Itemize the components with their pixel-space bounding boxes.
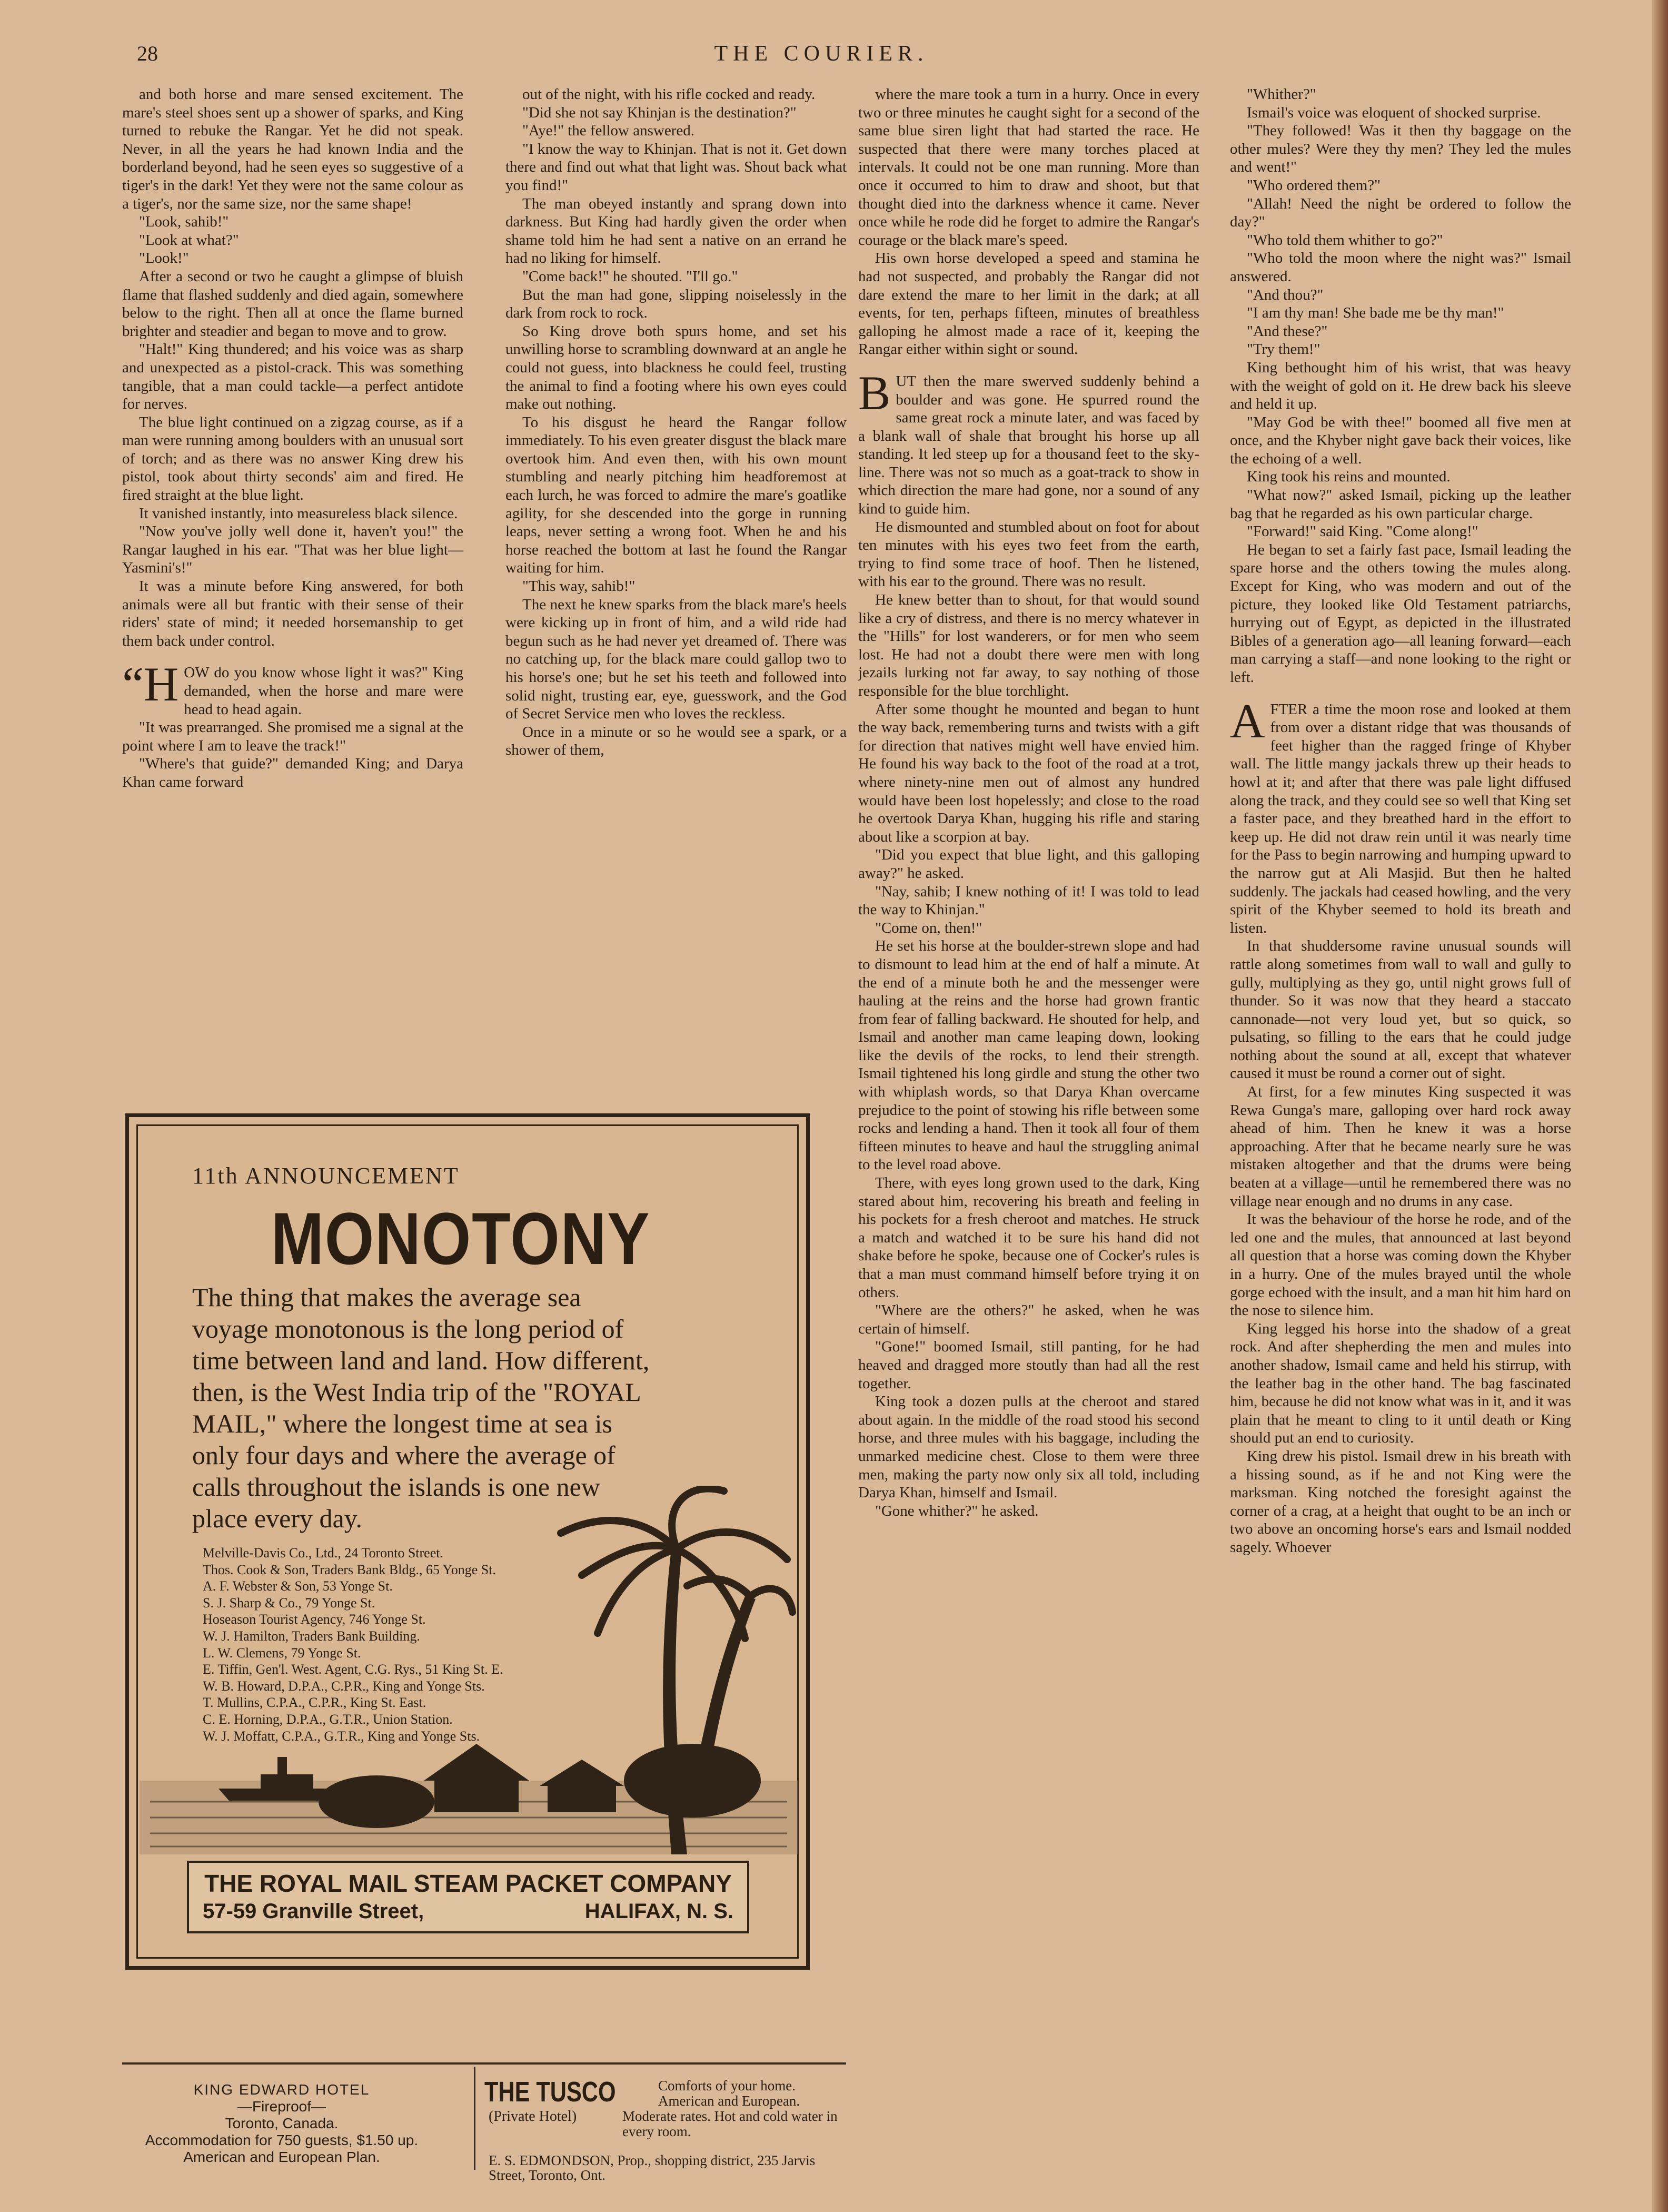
- column-1: [122, 85, 463, 1083]
- paragraph: "Look!": [139, 250, 189, 267]
- page-header: [137, 41, 1506, 73]
- paragraph: and both horse and mare sensed excitement. The mare's steel shoes sent up a shower of sparks, and King turned to rebuke the Rangar. Yet he did not speak. Never, in all the years he had known India and the borderland beyond, had he seen eyes so suggestive of a tiger's in the dark! Yet they were not the same colour as a tiger's, nor the same size, nor the same shape!: [122, 86, 463, 212]
- paragraph: "This way, sahib!": [522, 578, 636, 595]
- paragraph: It was a minute before King answered, for both animals were all but frantic with their sense of their riders' state of mind; it needed horsemanship to get them back under control.: [122, 578, 463, 649]
- ad-agent-line: W. J. Moffatt, C.P.A., G.T.R., King and Yonge Sts.: [203, 1728, 480, 1744]
- paragraph: Once in a minute or so he would see a spark, or a shower of them,: [505, 723, 847, 759]
- paragraph: The next he knew sparks from the black mare's heels were kicking up in front of him, and a wild ride had begun such as he had never yet dreamed of. There was no catching up, for the black mare could gallop two to his horse's one; but he set his teeth and followed into solid night, trusting ear, eye, guesswork, and the God of Secret Service men who loves the reckless.: [505, 596, 847, 723]
- paragraph: out of the night, with his rifle cocked and ready.: [522, 86, 816, 103]
- dropcap-paragraph: [1230, 694, 1571, 937]
- ad-agents-list: [203, 1545, 656, 1744]
- dropcap-paragraph: [122, 657, 463, 718]
- paragraph: "Who told the moon where the night was?" Ismail answered.: [1230, 250, 1571, 285]
- ad-body: The thing that makes the average sea voyage monotonous is the long period of time between land and land. How different, then, is the West India trip of the "ROYAL MAIL," where the longest time at sea is only four days and where the average of calls throughout the islands is one new place every day.: [192, 1282, 650, 1533]
- paragraph: "They followed! Was it then thy baggage on the other mules? Were they thy men? They led the mules and went!": [1230, 122, 1571, 176]
- dropcap-text: FTER a time the moon rose and looked at them from over a distant ridge that was thousands of feet higher than the ragged fringe of Khyber wall. The little mangy jackals threw up their heads to howl at it; and after that there was pale light diffused along the track, and they could see so well that King set a faster pace, and they breathed hard in the effort to keep up. He did not draw rein until it was nearly time for the Pass to begin narrowing and humping upward to the narrow gut at Ali Masjid. But then he halted suddenly. The jackals had ceased howling, and the very spirit of the Khyber seemed to hold its breath and listen.: [1230, 700, 1571, 936]
- paragraph: King legged his horse into the shadow of a great rock. And after shepherding the men and mules into another shadow, Ismail came and held his stirrup, with the leather bag in the other hand. The bag fascinated him, because he did not know what was in it, and it was plain that he meant to cling to it until death or King should put an end to curiosity.: [1230, 1320, 1571, 1447]
- column-2: [505, 85, 847, 1083]
- paragraph: "Nay, sahib; I knew nothing of it! I was told to lead the way to Khinjan.": [858, 883, 1199, 919]
- paragraph: "Gone!" boomed Ismail, still panting, for he had heaved and dragged more stoutly than had all the rest together.: [858, 1338, 1199, 1392]
- column-3-text-continued: [858, 518, 1199, 1520]
- paragraph: But the man had gone, slipping noiselessly in the dark from rock to rock.: [505, 286, 847, 322]
- paragraph: "May God be with thee!" boomed all five men at once, and the Khyber night gave back their voices, like the echoing of a well.: [1230, 413, 1571, 467]
- paragraph: Ismail's voice was eloquent of shocked surprise.: [1247, 104, 1541, 121]
- paragraph: "Aye!" the fellow answered.: [522, 122, 695, 140]
- tusco-name: THE TUSCO: [484, 2076, 616, 2108]
- hotel-city: Toronto, Canada.: [225, 2115, 339, 2131]
- paragraph: King bethought him of his wrist, that was heavy with the weight of gold on it. He drew back his sleeve and held it up.: [1230, 359, 1571, 413]
- paragraph: "I am thy man! She bade me be thy man!": [1247, 304, 1504, 322]
- paragraph: He set his horse at the boulder-strewn slope and had to dismount to lead him at the end of half a minute. At the end of a minute both he and the messenger were hauling at the reins and the horse had grown frantic from fear of falling backward. He shouted for help, and Ismail and another man came leaping down, looking like the devils of the rocks, to lend their strength. Ismail tightened his long girdle and stung the other two with whiplash words, so that Darya Khan overcame prejudice to the point of stowing his rifle between some rocks and lending a hand. Then it took all four of them fifteen minutes to heave and haul the struggling animal to the level road above.: [858, 937, 1199, 1173]
- paragraph: King took a dozen pulls at the cheroot and stared about again. In the middle of the road stood his second horse, and three mules with his baggage, including the unmarked medicine chest. Close to them were three men, making the party now only six all told, including Darya Khan, himself and Ismail.: [858, 1393, 1199, 1502]
- paragraph: "Forward!" said King. "Come along!": [1247, 523, 1478, 540]
- column-1-text-continued: [122, 718, 463, 791]
- dropcap-text: OW do you know whose light it was?" King demanded, when the horse and mare were head to head again.: [184, 664, 463, 718]
- column-3-text: [858, 85, 1199, 359]
- paragraph: King drew his pistol. Ismail drew in his breath with a hissing sound, as if he and not King were the marksman. King notched the foresight against the corner of a crag, at a height that ought to be an inch or two above an oncoming horse's ears and Ismail nodded sagely. Whoever: [1230, 1447, 1571, 1556]
- section-gap: [858, 359, 1199, 372]
- column-2-text: [505, 85, 847, 759]
- paragraph: There, with eyes long grown used to the dark, King stared about him, recovering his breath and feeling in his pockets for a fresh cheroot and matches. He struck a match and watched it to be sure his hand did not shake before he spoke, because one of Cocker's rules is that a man must command himself before trying it on others.: [858, 1174, 1199, 1301]
- paragraph: He dismounted and stumbled about on foot for about ten minutes with his eyes two feet from the earth, trying to find some trace of hoof. Then he listened, with his ear to the ground. There was no result.: [858, 518, 1199, 590]
- paragraph: It vanished instantly, into measureless black silence.: [139, 505, 458, 522]
- ad-agent-line: E. Tiffin, Gen'l. West. Agent, C.G. Rys., 51 King St. E.: [203, 1662, 503, 1677]
- ad-agent-line: Melville-Davis Co., Ltd., 24 Toronto Street.: [203, 1545, 443, 1561]
- paragraph: "Come on, then!": [875, 919, 982, 936]
- column-4-text: [1230, 85, 1571, 687]
- tusco-hotel-ad: [484, 2076, 848, 2183]
- paragraph: It was the behaviour of the horse he rode, and of the led one and the mules, that announced at last beyond all question that a horse was coming down the Khyber in a hurry. One of the mules brayed until the whole gorge echoed with the insult, and a man hit him hard on the nose to silence him.: [1230, 1211, 1571, 1319]
- paragraph: To his disgust he heard the Rangar follow immediately. To his even greater disgust the black mare overtook him. And even then, with his own mount stumbling and nearly pitching him headforemost at each lurch, he was forced to admire the mare's goatlike agility, for she descended into the gorge in running leaps, never setting a wrong foot. When he and his horse reached the bottom at last he found the Rangar waiting for him.: [505, 413, 847, 577]
- dropcap-text: UT then the mare swerved suddenly behind a boulder and was gone. He spurred round the same great rock a minute later, and was faced by a blank wall of shale that brought his horse up all standing. It led steep up for a thousand feet to the sky-line. There was not so much as a goat-track to show in which direction the mare had gone, nor a sound of any kind to guide him.: [858, 372, 1199, 518]
- page-number: 28: [137, 42, 158, 65]
- royal-mail-advertisement: [125, 1113, 810, 1970]
- paragraph: "Where are the others?" he asked, when he was certain of himself.: [858, 1302, 1199, 1337]
- paragraph: "Who ordered them?": [1247, 176, 1381, 194]
- paragraph: "Now you've jolly well done it, haven't you!" the Rangar laughed in his ear. "That was her blue light—Yasmini's!": [122, 523, 463, 577]
- tusco-subtitle: (Private Hotel): [489, 2108, 577, 2125]
- paragraph: "And these?": [1247, 322, 1328, 340]
- ad-agent-line: C. E. Horning, D.P.A., G.T.R., Union Station.: [203, 1711, 453, 1727]
- paragraph: King took his reins and mounted.: [1247, 468, 1451, 486]
- section-gap: [1230, 687, 1571, 700]
- hotel-capacity: Accommodation for 750 guests, $1.50 up.: [145, 2132, 419, 2148]
- paragraph: "Did you expect that blue light, and this galloping away?" he asked.: [858, 846, 1199, 882]
- ad-agent-line: A. F. Webster & Son, 53 Yonge St.: [203, 1578, 393, 1594]
- paragraph: After a second or two he caught a glimpse of bluish flame that flashed suddenly and died again, somewhere below to the right. Then all at once the flame burned brighter and steadier and began to move and to grow.: [122, 268, 463, 340]
- ad-city: HALIFAX, N. S.: [584, 1900, 733, 1923]
- ad-agent-line: W. J. Hamilton, Traders Bank Building.: [203, 1628, 420, 1644]
- masthead: THE COURIER.: [714, 42, 929, 66]
- ad-address: 57-59 Granville Street,: [203, 1900, 424, 1923]
- paragraph: The blue light continued on a zigzag course, as if a man were running among boulders with an unusual sort of torch; and as there was no answer King drew his pistol, took about thirty seconds' aim and fired. He fired straight at the blue light.: [122, 413, 463, 504]
- paragraph: The man obeyed instantly and sprang down into darkness. But King had hardly given the order when shame told him he had sent a native on an errand he had no liking for himself.: [505, 195, 847, 267]
- footer-divider: [474, 2067, 475, 2170]
- ad-announcement: 11th ANNOUNCEMENT: [192, 1163, 460, 1189]
- paragraph: "Whither?": [1247, 86, 1316, 103]
- ad-agent-line: S. J. Sharp & Co., 79 Yonge St.: [203, 1595, 375, 1611]
- paragraph: He knew better than to shout, for that would sound like a cry of distress, and there is no mercy whatever in the "Hills" for lost wanderers, or for men who seem lost. He had not a doubt there were men with long jezails lurking not far away, to say nothing of those responsible for the blue torchlight.: [858, 591, 1199, 699]
- paragraph: "Come back!" he shouted. "I'll go.": [522, 268, 738, 285]
- tusco-address: E. S. EDMONDSON, Prop., shopping district, 235 Jarvis Street, Toronto, Ont.: [489, 2152, 816, 2183]
- column-3: [858, 85, 1199, 2145]
- dropcap: “H: [122, 657, 179, 712]
- paragraph: "Where's that guide?" demanded King; and Darya Khan came forward: [122, 755, 463, 791]
- dropcap-paragraph: [858, 366, 1199, 518]
- dropcap: A: [1230, 694, 1265, 748]
- paragraph: where the mare took a turn in a hurry. Once in every two or three minutes he caught sight for a second of the same blue siren light that had started the race. He suspected that there were many torches placed at intervals. It could not be one man running. More than once it occurred to him to draw and shoot, but that thought died into the darkness whence it came. Never once while he rode did he forget to admire the Rangar's courage or the black mare's speed.: [858, 86, 1199, 249]
- ad-title: MONOTONY: [271, 1197, 651, 1280]
- page-edge: [1652, 0, 1668, 2212]
- column-1-text: [122, 85, 463, 650]
- paragraph: "And thou?": [1247, 286, 1324, 303]
- paragraph: He began to set a fairly fast pace, Ismail leading the spare horse and the others towing the mules along. Except for King, who was modern and out of the picture, they looked like Old Testament patriarchs, hurrying out of Egypt, as depicted in the illustrated Bibles of a generation ago—all leaning forward—each man carrying a staff—and none looking to the right or left.: [1230, 541, 1571, 686]
- footer-top-rule: [122, 2062, 846, 2065]
- column-4: [1230, 85, 1571, 2145]
- paragraph: "It was prearranged. She promised me a signal at the point where I am to leave the track!": [122, 719, 463, 754]
- tusco-description: Comforts of your home. American and European. Moderate rates. Hot and cold water in every room.: [622, 2078, 838, 2139]
- paragraph: His own horse developed a speed and stamina he had not suspected, and probably the Rangar did not dare extend the mare to her limit in the dark; at all events, for ten, perhaps fifteen, minutes of breathless galloping he almost made a race of it, keeping the Rangar either within sight or sound.: [858, 250, 1199, 358]
- column-4-text-continued: [1230, 937, 1571, 1556]
- paragraph: "Halt!" King thundered; and his voice was as sharp and unexpected as a pistol-crack. This was something tangible, that a man could tackle—a perfect antidote for nerves.: [122, 341, 463, 413]
- paragraph: After some thought he mounted and began to hunt the way back, remembering turns and twists with a gift for direction that natives might well have envied him. He found his way back to the foot of the road at a trot, where ninety-nine men out of almost any hundred would have been lost hopelessly; and close to the road he overtook Darya Khan, hugging his rifle and staring about like a scorpion at bay.: [858, 700, 1199, 845]
- paragraph: "I know the way to Khinjan. That is not it. Get down there and find out what that light was. Shout back what you find!": [505, 140, 847, 194]
- ad-company-banner: [187, 1861, 749, 1933]
- ad-company-name: THE ROYAL MAIL STEAM PACKET COMPANY: [204, 1870, 732, 1897]
- ad-agent-line: L. W. Clemens, 79 Yonge St.: [203, 1645, 361, 1661]
- king-edward-hotel-ad: [108, 2081, 455, 2166]
- paragraph: "What now?" asked Ismail, picking up the leather bag that he regarded as his own particular charge.: [1230, 487, 1571, 522]
- paragraph: "Look at what?": [139, 231, 239, 249]
- paragraph: "Who told them whither to go?": [1247, 231, 1443, 249]
- hotel-plan: American and European Plan.: [183, 2149, 380, 2165]
- paragraph: "Gone whither?" he asked.: [875, 1502, 1039, 1519]
- ad-agent-line: Thos. Cook & Son, Traders Bank Bldg., 65 Yonge St.: [203, 1562, 496, 1577]
- paragraph: "Allah! Need the night be ordered to follow the day?": [1230, 195, 1571, 231]
- paragraph: In that shuddersome ravine unusual sounds will rattle along sometimes from wall to wall and gully to gully, multiplying as they go, until night grows full of thunder. So it was now that they heard a staccato cannonade—not very loud yet, but so quick, so pulsating, so filling to the ears that he could judge nothing about the sound at all, except that whatever caused it must be round a corner out of sight.: [1230, 937, 1571, 1082]
- hotel-fireproof: —Fireproof—: [237, 2098, 326, 2115]
- ad-agent-line: W. B. Howard, D.P.A., C.P.R., King and Yonge Sts.: [203, 1678, 485, 1694]
- hotel-name: KING EDWARD HOTEL: [193, 2081, 370, 2098]
- paragraph: So King drove both spurs home, and set his unwilling horse to scrambling downward at an angle he could not guess, into blackness he could feel, trusting the animal to find a footing where his own eyes could make out nothing.: [505, 322, 847, 413]
- paragraph: "Look, sahib!": [139, 213, 229, 231]
- paragraph: "Did she not say Khinjan is the destination?": [522, 104, 797, 121]
- dropcap: B: [858, 366, 891, 420]
- paragraph: At first, for a few minutes King suspected it was Rewa Gunga's mare, galloping over hard rock away ahead of him. Then he knew it was a horse approaching. After that he became nearly sure he was mistaken altogether and that the drums were being beaten at a village—until he remembered there was no village near enough and no drums in any case.: [1230, 1083, 1571, 1210]
- ad-agent-line: Hoseason Tourist Agency, 746 Yonge St.: [203, 1612, 426, 1627]
- paragraph: "Try them!": [1247, 341, 1320, 358]
- ad-agent-line: T. Mullins, C.P.A., C.P.R., King St. East.: [203, 1695, 426, 1711]
